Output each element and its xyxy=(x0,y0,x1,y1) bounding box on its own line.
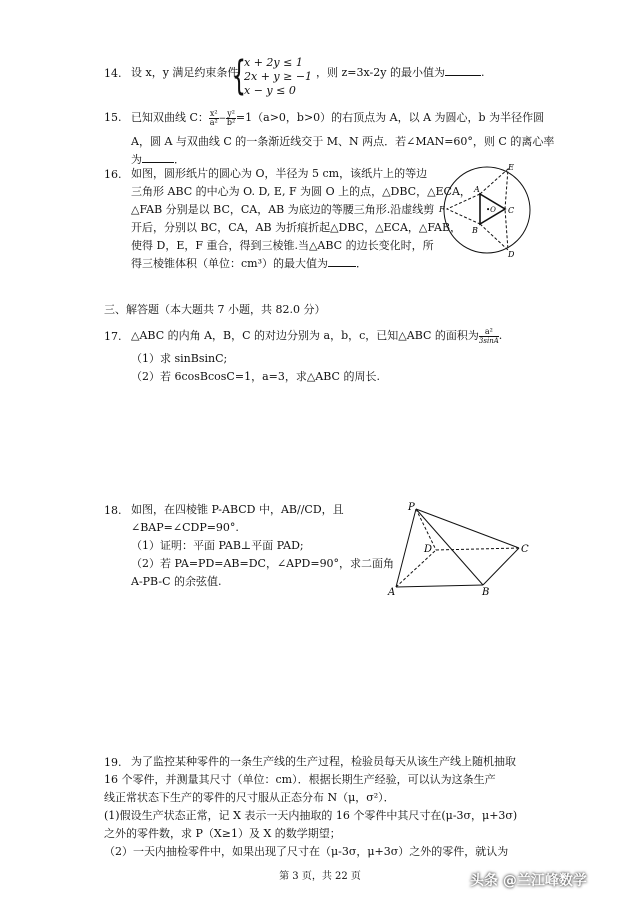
label-o: •O xyxy=(486,206,496,214)
q15-condition: =1（a>0，b>0）的右顶点为 A，以 A 为圆心，b 为半径作圆 xyxy=(235,111,545,124)
q17-part-1: （1）求 sinBsinC; xyxy=(131,352,228,365)
q17-line-1 xyxy=(131,326,502,346)
section-heading: 三、解答题（本大题共 7 小题，共 82.0 分） xyxy=(104,303,326,316)
q15-line-3 xyxy=(131,153,185,167)
q14-stem: 设 x，y 满足约束条件 xyxy=(131,66,239,79)
fraction-bottom: b² xyxy=(226,117,236,127)
fraction-bottom: 3sinA xyxy=(478,336,499,345)
fraction-y2-b2 xyxy=(226,110,236,127)
answer-blank xyxy=(445,75,481,76)
q19-line-5: 之外的零件数，求 P（X≥1）及 X 的数学期望； xyxy=(104,827,341,840)
q16-line-6 xyxy=(131,257,367,271)
q15-answer-prefix: 为 xyxy=(131,153,142,166)
constraint-row-3: x − y ≤ 0 xyxy=(244,84,296,97)
pyramid-figure xyxy=(386,498,536,600)
q15-line-2: A，圆 A 与双曲线 C 的一条渐近线交于 M、N 两点．若∠MAN=60°，则 C 的离心率 xyxy=(131,135,555,148)
answer-blank xyxy=(328,266,356,267)
edge-pc xyxy=(416,509,519,548)
q18-part-2: （2）若 PA=PD=AB=DC，∠APD=90°，求二面角 xyxy=(131,557,395,570)
q16-line-2: 三角形 ABC 的中心为 O. D, E, F 为圆 O 上的点，△DBC，△ECA， xyxy=(131,185,471,198)
label-a: A xyxy=(388,587,396,598)
edge-bc xyxy=(483,548,519,585)
q15-intro: 已知双曲线 C： xyxy=(131,111,209,124)
fraction-top: x² xyxy=(209,108,218,118)
edge-ab xyxy=(396,585,483,587)
label-b: B xyxy=(482,587,490,598)
label-d: D xyxy=(508,250,515,259)
dashed-triangle-fab xyxy=(447,194,480,224)
edge-dc xyxy=(436,548,519,550)
q16-line-5: 使得 D，E，F 重合，得到三棱锥.当△ABC 的边长变化时，所 xyxy=(131,239,434,252)
q16-line-1: 如图，圆形纸片的圆心为 O，半径为 5 cm，该纸片上的等边 xyxy=(131,167,428,180)
fraction-top: a² xyxy=(479,328,499,337)
label-p: P xyxy=(408,502,415,513)
fraction-top: y² xyxy=(227,108,235,118)
q16-line-4: 开后，分别以 BC，CA，AB 为折痕折起△DBC，△ECA，△FAB， xyxy=(131,221,462,234)
label-d: D xyxy=(424,544,433,555)
q19-line-4: (1)假设生产状态正常，记 X 表示一天内抽取的 16 个零件中其尺寸在(μ-3σ，μ+3σ) xyxy=(104,809,518,822)
q17-stem: △ABC 的内角 A，B，C 的对边分别为 a，b，c，已知△ABC 的面积为 xyxy=(131,329,479,342)
left-brace-icon: { xyxy=(232,53,246,99)
fraction-bottom: a² xyxy=(209,117,218,127)
constraint-row-2: 2x + y ≥ −1 xyxy=(244,70,313,83)
q18-line-1: 如图，在四棱锥 P-ABCD 中，AB//CD，且 xyxy=(131,503,344,516)
q18-part-1: （1）证明：平面 PAB⊥平面 PAD; xyxy=(131,539,304,552)
constraint-row-1: x + 2y ≤ 1 xyxy=(244,56,303,69)
q16-question-text: 得三棱锥体积（单位：cm³）的最大值为 xyxy=(131,257,328,270)
q14-number: 14. xyxy=(104,67,122,80)
q19-line-1: 为了监控某种零件的一条生产线的生产过程，检验员每天从该生产线上随机抽取 xyxy=(131,755,516,768)
q18-line-2: ∠BAP=∠CDP=90°. xyxy=(131,521,239,534)
q17-tail: . xyxy=(498,329,503,342)
label-f: F xyxy=(439,205,445,214)
answer-blank xyxy=(142,162,174,163)
q16-tail: ． xyxy=(356,257,367,270)
label-a: A xyxy=(474,185,480,194)
q19-line-6: （2）一天内抽检零件中，如果出现了尺寸在（μ-3σ，μ+3σ）之外的零件，就认为 xyxy=(104,845,509,858)
q17-number: 17. xyxy=(104,330,122,343)
q18-part-2-cont: A-PB-C 的余弦值. xyxy=(131,575,222,588)
fraction-x2-a2 xyxy=(209,110,219,127)
label-e: E xyxy=(508,163,514,172)
q14-question xyxy=(316,66,484,80)
edge-ad xyxy=(396,550,436,587)
edge-pa xyxy=(396,509,416,587)
circle-paper-figure xyxy=(432,160,542,260)
label-b: B xyxy=(472,226,478,235)
watermark: 头条 @兰江峰数学 xyxy=(470,873,587,889)
q16-line-3: △FAB 分别是以 BC，CA，AB 为底边的等腰三角形.沿虚线剪 xyxy=(131,203,435,216)
q14-question-text: ，则 z=3x-2y 的最小值为 xyxy=(316,66,445,79)
q14-tail: . xyxy=(480,66,485,79)
q15-line-1 xyxy=(131,108,544,129)
q15-tail: ． xyxy=(174,153,185,166)
q19-line-2: 16 个零件，并测量其尺寸（单位：cm）．根据长期生产经验，可以认为这条生产 xyxy=(104,773,496,786)
fraction-a2-3sina xyxy=(479,328,499,345)
q19-line-3: 线正常状态下生产的零件的尺寸服从正态分布 N（μ，σ²）． xyxy=(104,791,395,804)
page-footer: 第 3 页，共 22 页 xyxy=(279,871,361,882)
label-c: C xyxy=(521,544,529,555)
minus-sign: − xyxy=(218,114,227,124)
label-c: C xyxy=(508,206,515,215)
q15-number: 15. xyxy=(104,111,122,124)
q19-number: 19. xyxy=(104,756,122,769)
q18-number: 18. xyxy=(104,504,122,517)
q17-part-2: （2）若 6cosBcosC=1，a=3，求△ABC 的周长. xyxy=(131,370,380,383)
q16-number: 16. xyxy=(104,168,122,181)
